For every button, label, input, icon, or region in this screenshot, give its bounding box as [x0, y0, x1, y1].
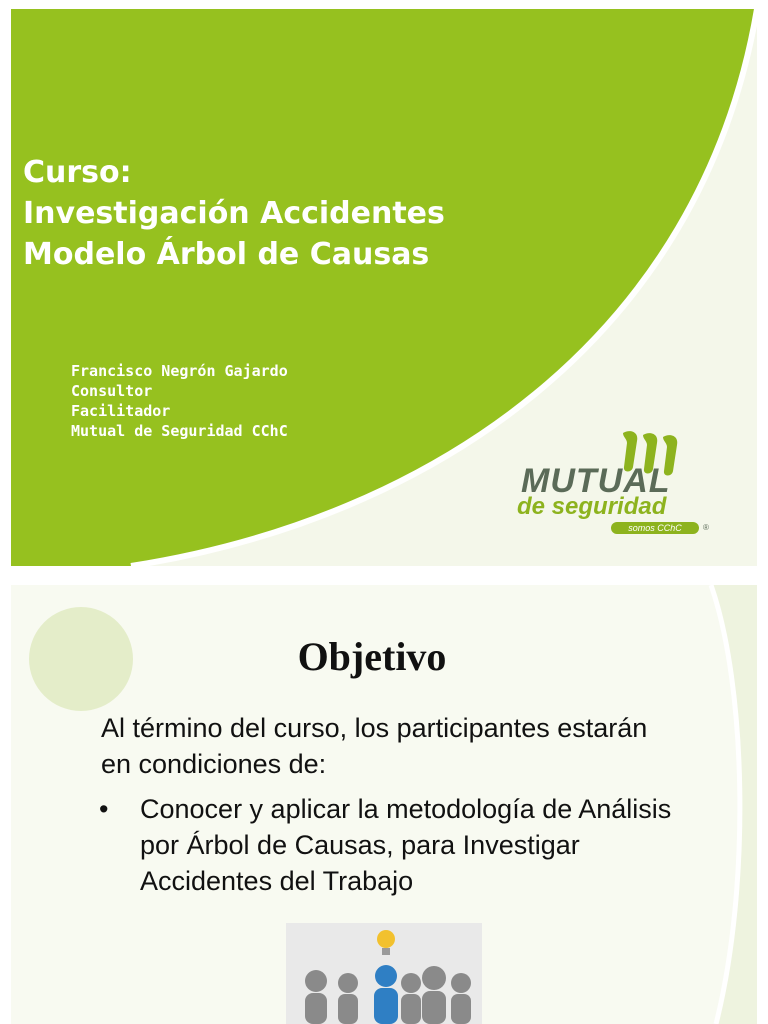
author-organization: Mutual de Seguridad CChC [71, 422, 288, 440]
logo-subtitle: de seguridad [517, 493, 667, 520]
people-lightbulb-image [286, 923, 482, 1024]
objective-slide [11, 585, 757, 1024]
author-block [71, 361, 288, 441]
author-role: Consultor [71, 382, 153, 400]
author-role: Facilitador [71, 402, 171, 420]
course-title-line: Modelo Árbol de Causas [23, 237, 430, 272]
course-title-line: Investigación Accidentes [23, 196, 445, 231]
bullet-text: Conocer y aplicar la metodología de Análisis por Árbol de Causas, para Investigar Accidentes del Trabajo [140, 794, 672, 896]
bullet-marker: • [99, 794, 109, 824]
objective-intro: Al término del curso, los participantes estarán en condiciones de: [101, 713, 648, 779]
logo-brand: MUTUAL [521, 462, 671, 500]
logo-tagline: somos CChC [611, 522, 699, 534]
mutual-logo [511, 427, 721, 532]
slide-title: Objetivo [297, 634, 447, 679]
registered-mark: ® [703, 523, 709, 532]
title-slide [11, 9, 757, 566]
people-with-lightbulb-icon [286, 923, 482, 1024]
author-name: Francisco Negrón Gajardo [71, 362, 288, 380]
course-title-line: Curso: [23, 155, 132, 190]
course-title [23, 152, 445, 275]
